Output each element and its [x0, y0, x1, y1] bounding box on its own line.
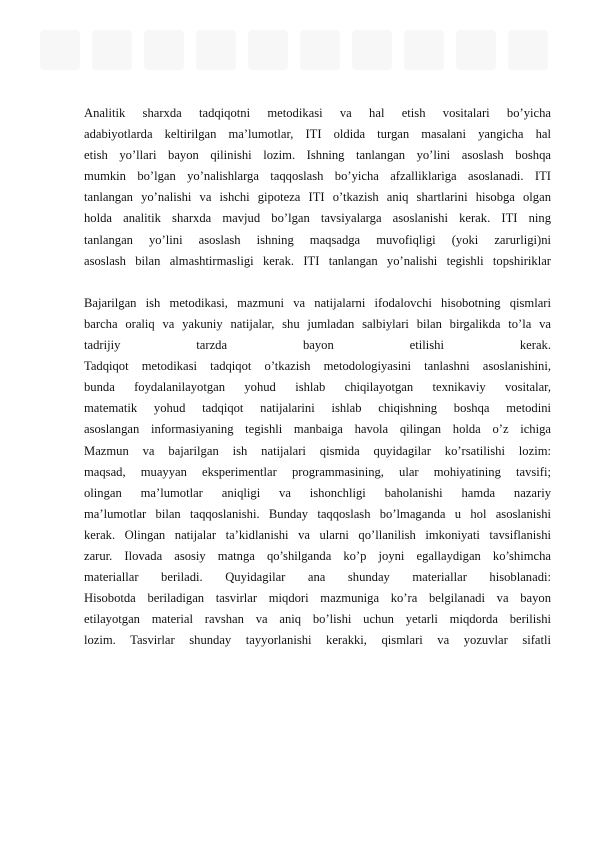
text-line: kerak. Olingan natijalar ta’kidlanishi va ularni qo’llanilish imkoniyati tavsiflanishi: [84, 527, 551, 542]
text-line: olingan ma’lumotlar aniqligi va ishonchligi baholanishi hamda nazariy: [84, 485, 551, 500]
text-line: Analitik sharxda tadqiqotni metodikasi va hal etish vositalari bo’yicha: [84, 106, 551, 120]
paragraph-report-contents: [84, 293, 551, 652]
text-line: tanlangan yo’nalishi va ishchi gipoteza ITI o’tkazish aniq shartlarini hisobga olgan: [84, 190, 551, 205]
text-line: tadrijiy tarzda bayon etilishi kerak.: [84, 338, 551, 353]
text-line: barcha oraliq va yakuniy natijalar, shu jumladan salbiylari bilan birgalikda to’la va: [84, 316, 551, 331]
text-line: maqsad, muayyan eksperimentlar programmasining, ular mohiyatining tavsifi;: [84, 464, 551, 479]
text-line: Mazmun va bajarilgan ish natijalari qismida quyidagilar ko’rsatilishi lozim:: [84, 443, 551, 458]
document-body: [84, 103, 551, 651]
paragraph-spacer: [84, 272, 551, 293]
text-line: lozim. Tasvirlar shunday tayyorlanishi kerakki, qismlari va yozuvlar sifatli: [84, 633, 551, 648]
text-line: tanlangan yo’lini asoslash ishning maqsadga muvofiqligi (yoki zarurligi)ni: [84, 232, 551, 247]
text-line: materiallar beriladi. Quyidagilar ana shunday materiallar hisoblanadi:: [84, 570, 551, 585]
text-line: etish yo’llari bayon qilinishi lozim. Ishning tanlangan yo’lini asoslash boshqa: [84, 148, 551, 163]
text-line: bunda foydalanilayotgan yohud ishlab chiqilayotgan texnikaviy vositalar,: [84, 380, 551, 395]
text-line: zarur. Ilovada asosiy matnga qo’shilganda ko’p joyni egallaydigan ko’shimcha: [84, 548, 551, 563]
paragraph-methodology-review: [84, 103, 551, 272]
text-line: adabiyotlarda keltirilgan ma’lumotlar, ITI oldida turgan masalani yangicha hal: [84, 127, 551, 142]
text-line: matematik yohud tadqiqot natijalarini ishlab chiqishning boshqa metodini: [84, 401, 551, 416]
text-line: Tadqiqot metodikasi tadqiqot o’tkazish metodologiyasini tanlashni asoslanishini,: [84, 359, 551, 374]
text-line: holda analitik sharxda mavjud bo’lgan tavsiyalarga asoslanishi kerak. ITI ning: [84, 211, 551, 226]
text-line: asoslash bilan almashtirmasligi kerak. ITI tanlangan yo’nalishi tegishli topshiriklar: [84, 253, 551, 268]
text-line: ma’lumotlar bilan taqqoslanishi. Bunday taqqoslash bo’lmaganda u hol asoslanishi: [84, 506, 551, 521]
text-line: mumkin bo’lgan yo’nalishlarga taqqoslash bo’yicha afzalliklariga asoslanadi. ITI: [84, 169, 551, 184]
text-line: etilayotgan material ravshan va aniq bo’lishi uchun yetarli miqdorda berilishi: [84, 612, 551, 627]
text-line: Bajarilgan ish metodikasi, mazmuni va natijalarni ifodalovchi hisobotning qismlari: [84, 295, 551, 310]
text-line: Hisobotda beriladigan tasvirlar miqdori mazmuniga ko’ra belgilanadi va bayon: [84, 591, 551, 606]
text-line: asoslangan informasiyaning tegishli manbaiga havola qilingan holda o’z ichiga: [84, 422, 551, 437]
